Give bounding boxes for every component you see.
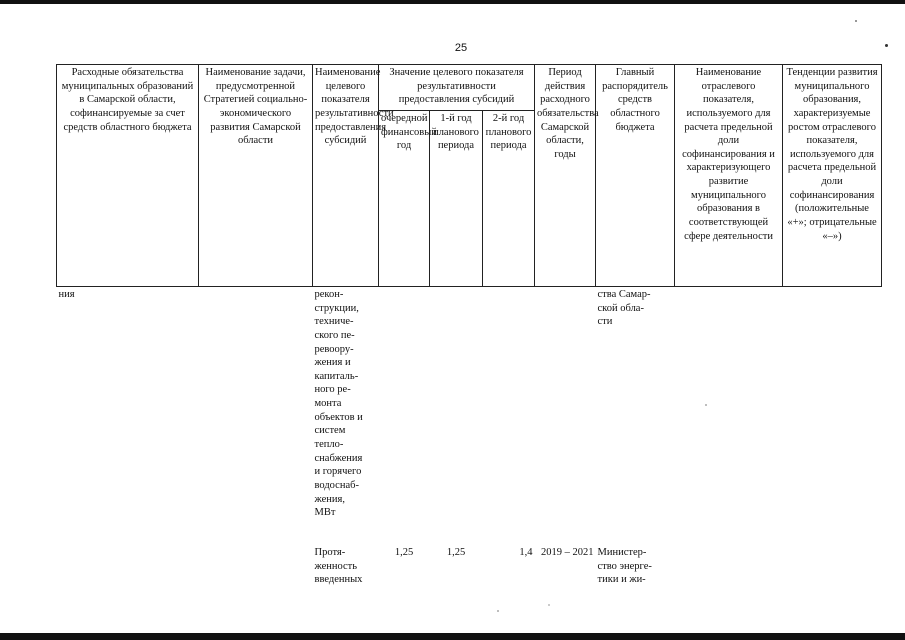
row1-col1: ния: [57, 287, 199, 521]
text-line: жения,: [314, 493, 345, 505]
text-line: ревоору-: [314, 343, 354, 355]
text-line: и горячего: [314, 466, 362, 478]
row2-col2: [199, 545, 313, 588]
text-line: ного ре-: [314, 384, 351, 396]
row2-col7: 2019 – 2021: [541, 546, 594, 558]
header-row: [57, 65, 882, 111]
text-line: водоснаб-: [314, 479, 359, 491]
text-line: введенных: [314, 574, 363, 586]
text-line: женность: [314, 560, 358, 572]
row2-col8: [596, 545, 675, 588]
header-task-name: Наименование задачи, предусмотренной Стратегией социально-экономического развития Самарской области: [199, 65, 313, 287]
text-line: техниче-: [314, 316, 354, 328]
bottom-border: [0, 633, 905, 640]
table-row: [57, 545, 882, 588]
header-chief-manager: Главный распорядитель средств областного бюджета: [596, 65, 675, 287]
text-line: Министер-: [597, 546, 647, 558]
text-line: сти: [597, 316, 613, 328]
header-trends: Тенденции развития муниципального образования, характеризуемые ростом отраслевого показателя, используемого для расчета предельной доли софинансирования (положительные «+»; отрицательные «–»): [783, 65, 882, 287]
row1-col3: [313, 287, 379, 521]
header-plan-year-2: 2-й год планового периода: [483, 111, 535, 287]
row2-col1: [57, 545, 199, 588]
row1-col10: [783, 287, 882, 521]
scan-speck: [885, 44, 888, 47]
row1-col4: [379, 287, 430, 521]
row2-col10: [783, 545, 882, 588]
text-line: ского пе-: [314, 329, 355, 341]
row2-col6: 1,4: [519, 546, 533, 558]
text-line: капиталь-: [314, 370, 359, 382]
row1-col2: [199, 287, 313, 521]
header-period: Период действия расходного обязательства Самарской области, годы: [535, 65, 596, 287]
header-indicator-values-group: Значение целевого показателя результативности предоставления субсидий: [379, 65, 535, 111]
text-line: ства Самар-: [597, 289, 651, 300]
row2-col3: [313, 545, 379, 588]
scan-speck: [855, 20, 857, 22]
text-line: ство энерге-: [597, 560, 652, 572]
header-expense-obligations: Расходные обязательства муниципальных образований в Самарской области, софинансируемые за счет средств областного бюджета: [57, 65, 199, 287]
page-number: 25: [454, 42, 468, 54]
scan-speck: [548, 604, 550, 606]
text-line: снабжения: [314, 452, 363, 464]
text-line: Протя-: [314, 546, 346, 558]
header-next-year: очередной финансовый год: [379, 111, 430, 287]
row2-col5: 1,25: [446, 546, 466, 558]
header-sector-indicator: Наименование отраслевого показателя, используемого для расчета предельной доли софинансирования и характеризующего развитие муниципального образования в соответствующей сфере деятельности: [675, 65, 783, 287]
text-line: струкции,: [314, 302, 359, 314]
row2-col4: 1,25: [394, 546, 414, 558]
scan-speck: [705, 404, 707, 406]
text-line: монта: [314, 398, 342, 410]
row1-col6: [483, 287, 535, 521]
subsidy-table: [56, 64, 882, 588]
header-plan-year-1: 1-й год планового периода: [430, 111, 483, 287]
text-line: жения и: [314, 357, 351, 369]
text-line: систем: [314, 425, 346, 437]
row1-col5: [430, 287, 483, 521]
row-spacer: [57, 521, 882, 545]
text-line: тепло-: [314, 439, 344, 451]
top-border: [0, 0, 905, 4]
text-line: ской обла-: [597, 302, 644, 314]
scan-speck: [497, 610, 499, 612]
text-line: объектов и: [314, 411, 363, 423]
row1-col9: [675, 287, 783, 521]
header-indicator-name: Наименование целевого показателя результативности предоставления субсидий: [313, 65, 379, 287]
row1-col8: [596, 287, 675, 521]
text-line: МВт: [314, 507, 336, 519]
table-row: [57, 287, 882, 521]
row2-col9: [675, 545, 783, 588]
text-line: тики и жи-: [597, 574, 646, 586]
row1-col7: [535, 287, 596, 521]
text-line: рекон-: [314, 289, 344, 300]
